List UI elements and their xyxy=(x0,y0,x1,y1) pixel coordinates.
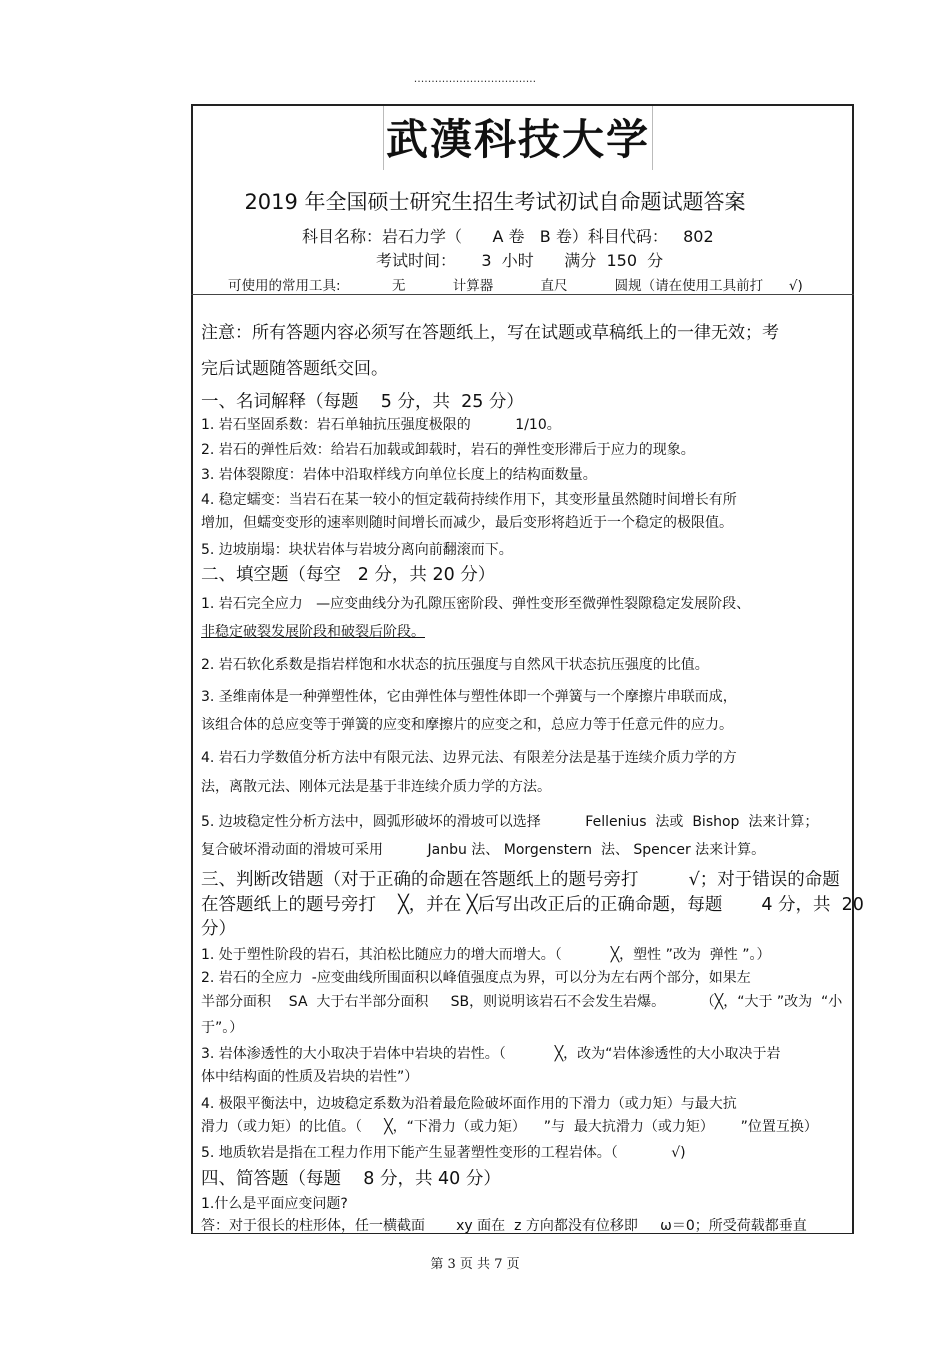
time-line: 考试时间： 3 小时 满分 150 分 xyxy=(376,251,664,270)
section3-item: 2. 岩石的全应力 -应变曲线所围面积以峰值强度点为界，可以分为左右两个部分，如果左 xyxy=(201,970,751,986)
section1-item: 2. 岩石的弹性后效：给岩石加载或卸载时，岩石的弹性变形滞后于应力的现象。 xyxy=(201,442,695,458)
university-logo xyxy=(383,106,653,170)
section1-item: 5. 边坡崩塌：块状岩体与岩坡分离向前翻滚而下。 xyxy=(201,542,513,558)
header-dots: ................................... xyxy=(413,72,537,85)
section1-heading: 一、名词解释（每题 5 分，共 25 分） xyxy=(201,392,524,412)
section3-item: 体中结构面的性质及岩块的岩性”） xyxy=(201,1069,419,1085)
section2-heading: 二、填空题（每空 2 分，共 20 分） xyxy=(201,565,496,585)
section1-item: 1. 岩石坚固系数：岩石单轴抗压强度极限的 1/10。 xyxy=(201,417,561,433)
section2-item: 2. 岩石软化系数是指岩样饱和水状态的抗压强度与自然风干状态抗压强度的比值。 xyxy=(201,657,709,673)
section3-heading: 在答题纸上的题号旁打 ╳，并在 ╳后写出改正后的正确命题，每题 4 分，共 20 xyxy=(201,895,864,915)
notice-line-2: 完后试题随答题纸交回。 xyxy=(201,359,388,379)
section4-item: 1.什么是平面应变问题? xyxy=(201,1196,348,1212)
section1-item: 3. 岩体裂隙度：岩体中沿取样线方向单位长度上的结构面数量。 xyxy=(201,467,597,483)
section3-item: 5. 地质软岩是指在工程力作用下能产生显著塑性变形的工程岩体。（ √) xyxy=(201,1145,686,1161)
section3-item: 于”。） xyxy=(201,1020,244,1036)
section2-item: 法，离散元法、刚体元法是基于非连续介质力学的方法。 xyxy=(201,779,551,795)
section2-item: 复合破坏滑动面的滑坡可采用 Janbu 法、 Morgenstern 法、 Spencer 法来计算。 xyxy=(201,842,766,858)
section3-item: 1. 处于塑性阶段的岩石，其泊松比随应力的增大而增大。（ ╳，塑性 ”改为 弹性 ”。） xyxy=(201,947,771,963)
section4-heading: 四、简答题（每题 8 分，共 40 分） xyxy=(201,1169,501,1189)
frame-right-border xyxy=(852,104,854,1234)
page-title: 2019 年全国硕士研究生招生考试初试自命题试题答案 xyxy=(244,190,746,214)
section4-item: 答：对于很长的柱形体，任一横截面 xy 面在 z 方向都没有位移即 ω＝0；所受荷载都垂直 xyxy=(201,1218,807,1234)
section1-item: 增加，但蠕变变形的速率则随时间增长而减少，最后变形将趋近于一个稳定的极限值。 xyxy=(201,515,733,531)
section3-item: 半部分面积 SA 大于右半部分面积 SB，则说明该岩石不会发生岩爆。 （╳，“大于 ”改为 “小 xyxy=(201,994,843,1010)
section3-item: 3. 岩体渗透性的大小取决于岩体中岩块的岩性。（ ╳，改为“岩体渗透性的大小取决于岩 xyxy=(201,1046,781,1062)
section3-item: 4. 极限平衡法中，边坡稳定系数为沿着最危险破坏面作用的下滑力（或力矩）与最大抗 xyxy=(201,1096,737,1112)
section2-item: 4. 岩石力学数值分析方法中有限元法、边界元法、有限差分法是基于连续介质力学的方 xyxy=(201,750,737,766)
page-number: 第 3 页 共 7 页 xyxy=(430,1257,520,1272)
tools-line: 可使用的常用工具: 无 计算器 直尺 圆规（请在使用工具前打 √) xyxy=(228,278,803,294)
svg-text:武漢科技大学: 武漢科技大学 xyxy=(385,115,651,164)
notice-line-1: 注意：所有答题内容必须写在答题纸上，写在试题或草稿纸上的一律无效；考 xyxy=(201,323,779,343)
section3-item: 滑力（或力矩）的比值。（ ╳，“下滑力（或力矩） ”与 最大抗滑力（或力矩） ”位置互换） xyxy=(201,1119,818,1135)
section2-item: 5. 边坡稳定性分析方法中，圆弧形破坏的滑坡可以选择 Fellenius 法或 Bishop 法来计算； xyxy=(201,814,819,830)
section2-item: 3. 圣维南体是一种弹塑性体，它由弹性体与塑性体即一个弹簧与一个摩擦片串联而成， xyxy=(201,689,737,705)
section2-item: 该组合体的总应变等于弹簧的应变和摩擦片的应变之和，总应力等于任意元件的应力。 xyxy=(201,717,733,733)
section3-heading: 分） xyxy=(201,919,236,939)
section2-item: 1. 岩石完全应力 —应变曲线分为孔隙压密阶段、弹性变形至微弹性裂隙稳定发展阶段、 xyxy=(201,596,751,612)
section1-item: 4. 稳定蠕变：当岩石在某一较小的恒定载荷持续作用下，其变形量虽然随时间增长有所 xyxy=(201,492,737,508)
section2-item: 非稳定破裂发展阶段和破裂后阶段。 xyxy=(201,624,425,640)
section3-heading: 三、判断改错题（对于正确的命题在答题纸上的题号旁打 √；对于错误的命题 xyxy=(201,870,840,890)
header-divider xyxy=(191,294,854,295)
subject-line: 科目名称：岩石力学（ A 卷 B 卷）科目代码： 802 xyxy=(302,227,714,246)
